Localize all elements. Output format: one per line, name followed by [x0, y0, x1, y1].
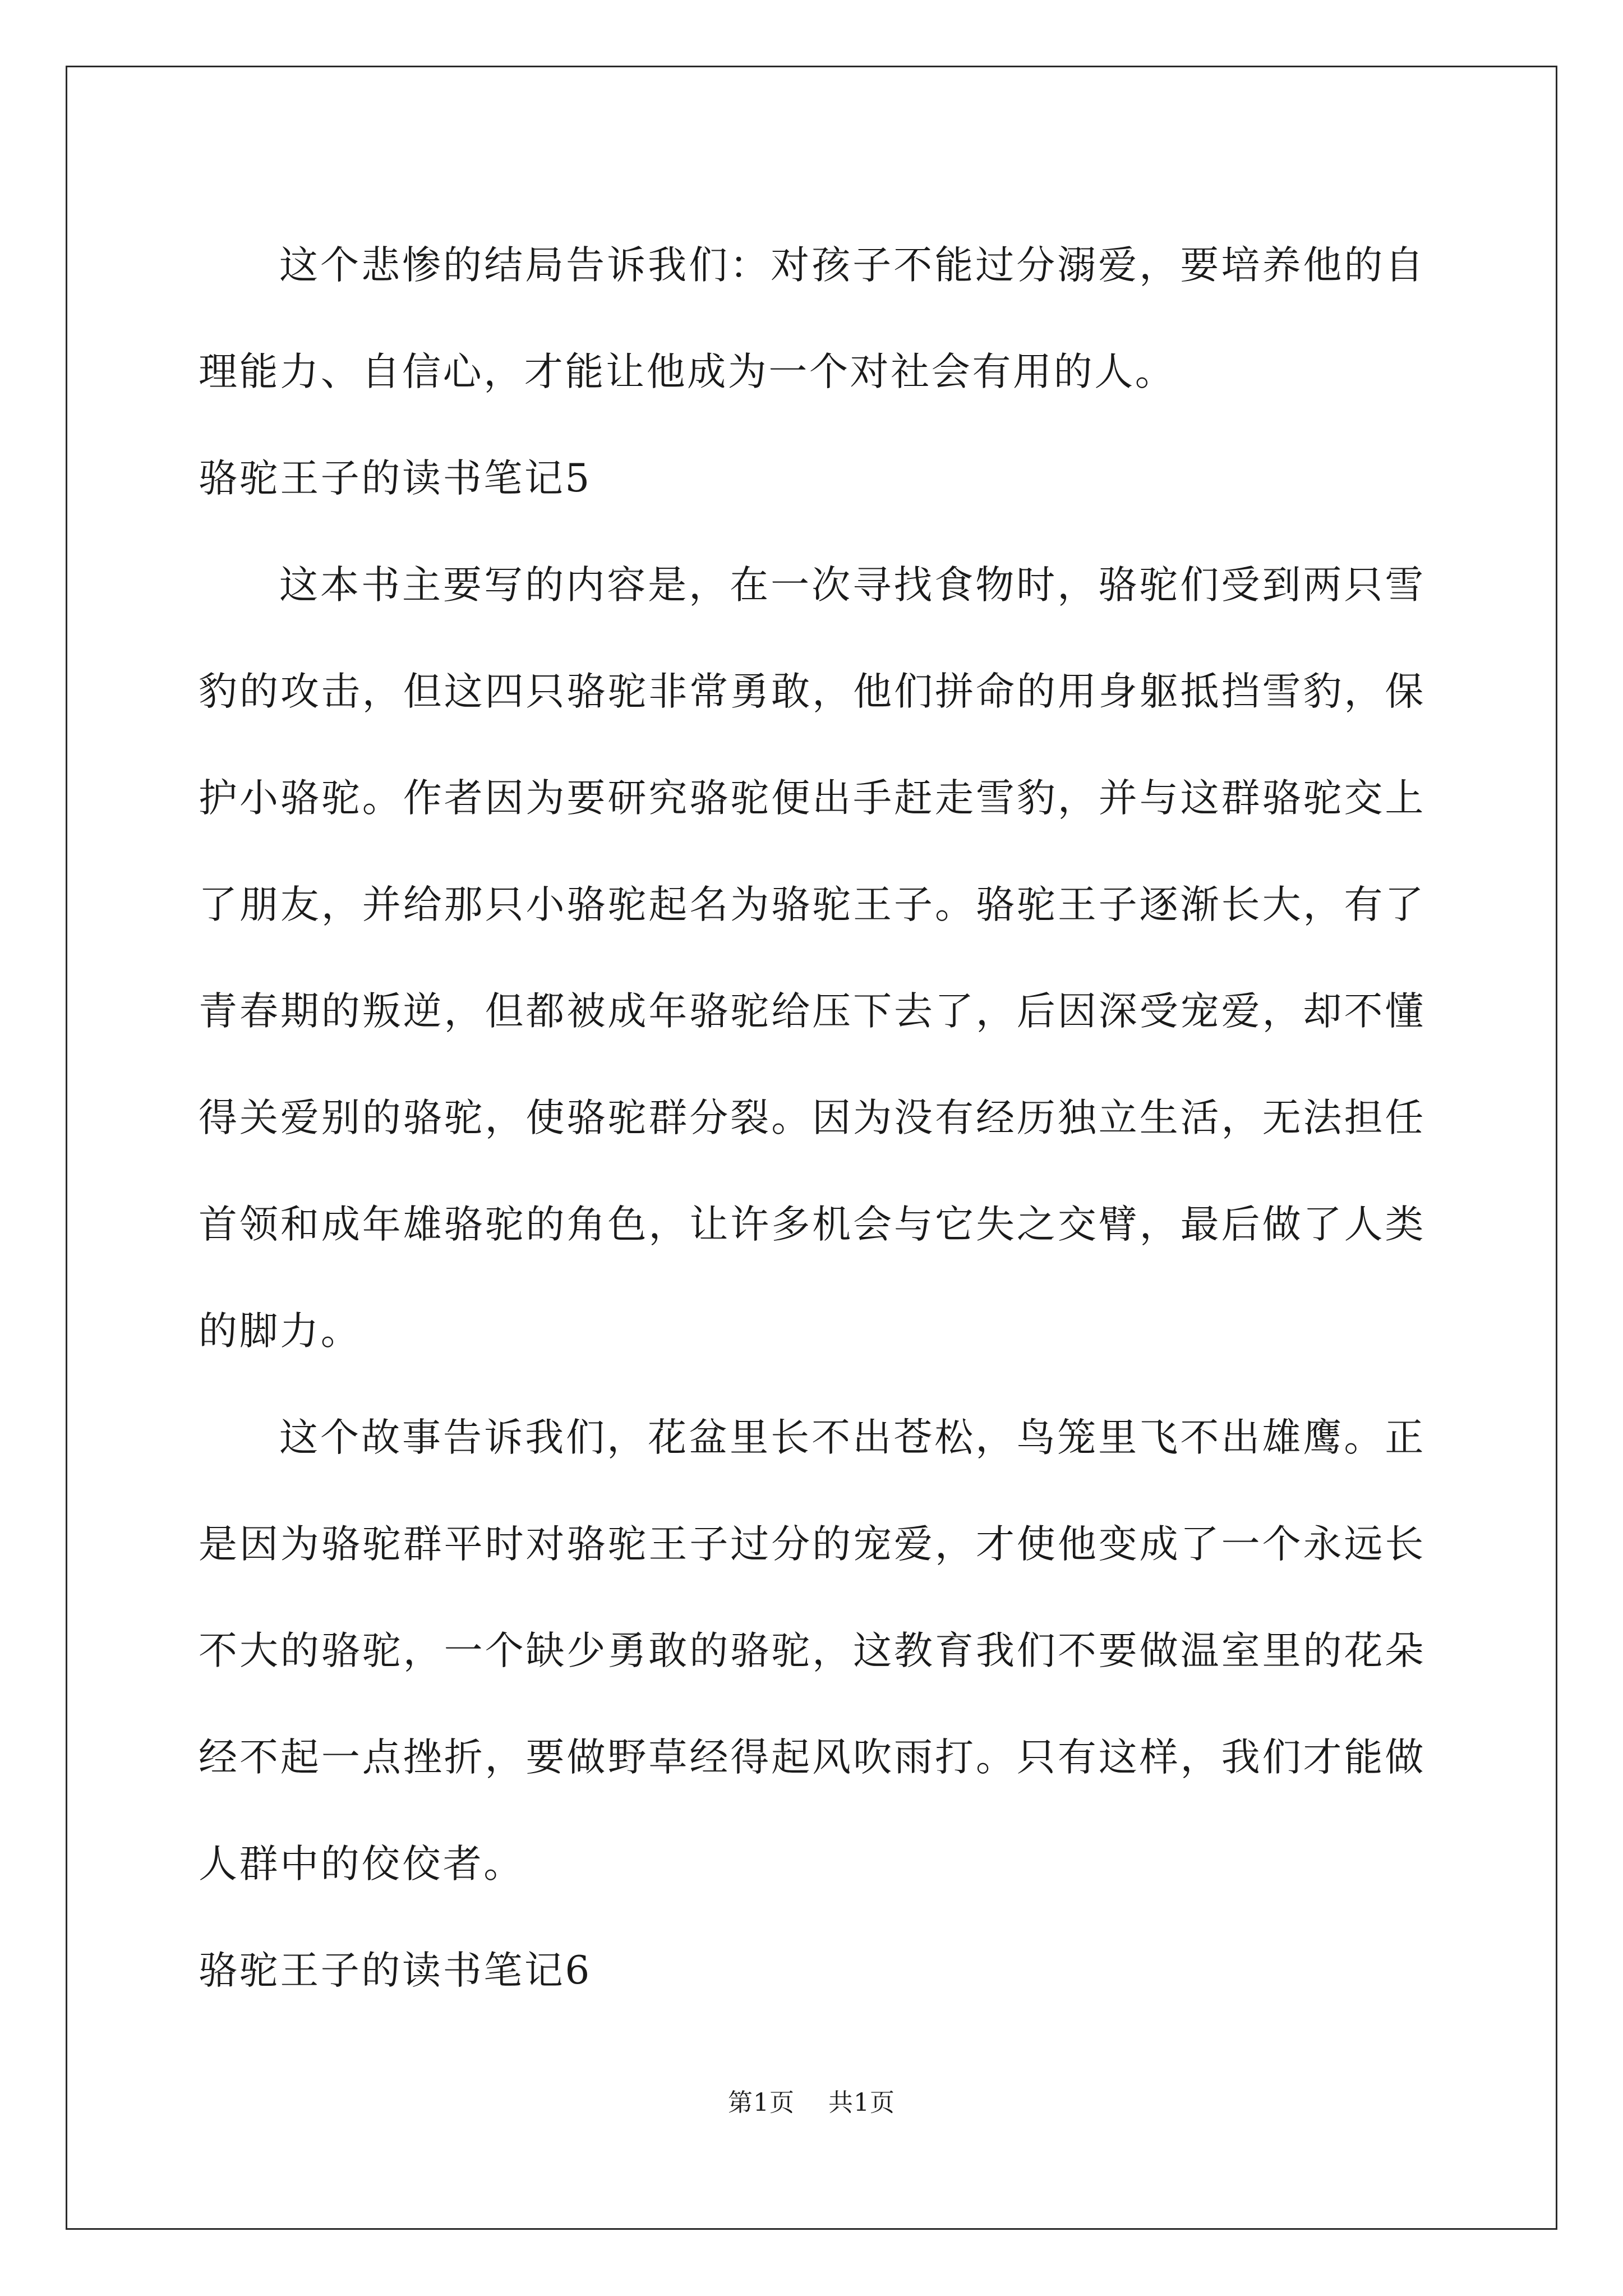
page-total: 共1页 — [828, 2088, 895, 2117]
paragraph-conclusion: 这个悲惨的结局告诉我们：对孩子不能过分溺爱，要培养他的自理能力、自信心，才能让他成为一个对社会有用的人。 — [199, 243, 1426, 394]
page-number: 第1页 — [728, 2088, 795, 2117]
section-heading-6: 骆驼王子的读书笔记6 — [199, 1948, 592, 1993]
paragraph-lesson: 这个故事告诉我们，花盆里长不出苍松，鸟笼里飞不出雄鹰。正是因为骆驼群平时对骆驼王子过分的宠爱，才使他变成了一个永远长不大的骆驼，一个缺少勇敢的骆驼，这教育我们不要做温室里的花朵经不起一点挫折，要做野草经得起风吹雨打。只有这样，我们才能做人群中的佼佼者。 — [199, 1415, 1426, 1887]
page-footer — [0, 2082, 1623, 2118]
paragraph-summary: 这本书主要写的内容是，在一次寻找食物时，骆驼们受到两只雪豹的攻击，但这四只骆驼非常勇敢，他们拼命的用身躯抵挡雪豹，保护小骆驼。作者因为要研究骆驼便出手赶走雪豹，并与这群骆驼交上了朋友，并给那只小骆驼起名为骆驼王子。骆驼王子逐渐长大，有了青春期的叛逆，但都被成年骆驼给压下去了，后因深受宠爱，却不懂得关爱别的骆驼，使骆驼群分裂。因为没有经历独立生活，无法担任首领和成年雄骆驼的角色，让许多机会与它失之交臂，最后做了人类的脚力。 — [199, 563, 1426, 1354]
section-heading-5: 骆驼王子的读书笔记5 — [199, 456, 592, 501]
document-body — [199, 212, 1426, 2024]
